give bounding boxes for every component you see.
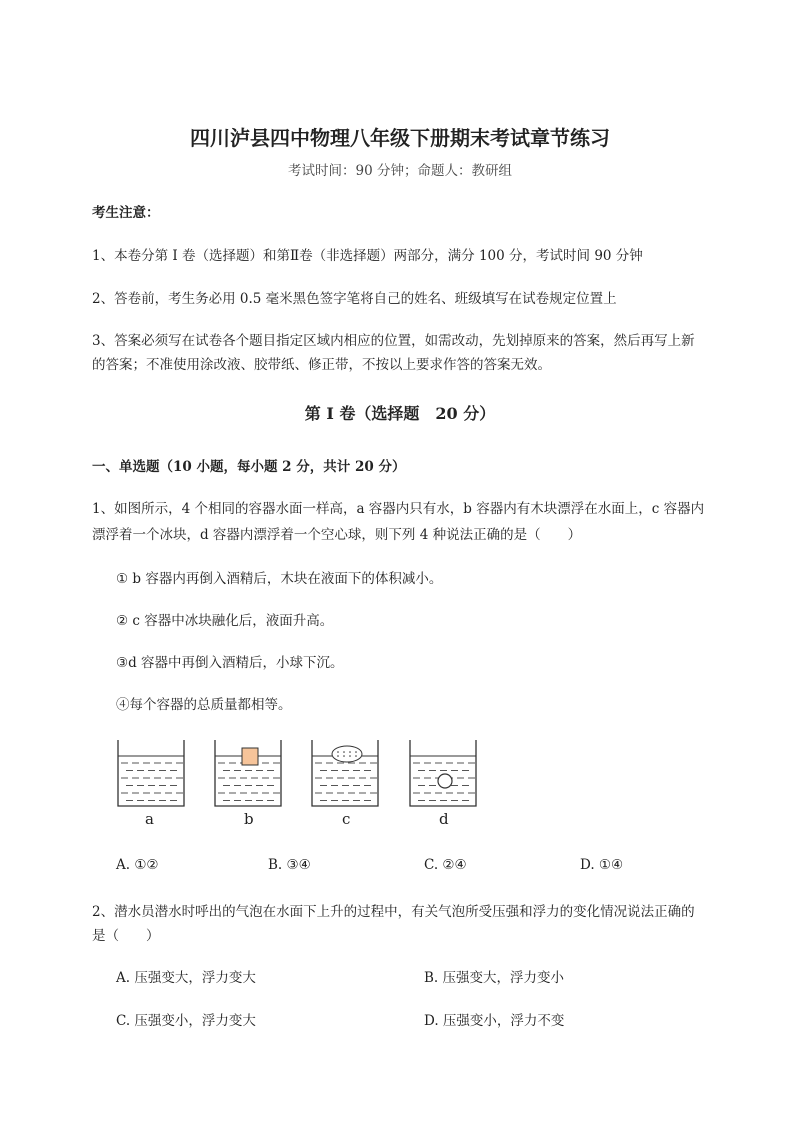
question-1-text: 1、如图所示，4 个相同的容器水面一样高，a 容器内只有水，b 容器内有木块漂浮在水面上，c 容器内 bbox=[92, 501, 705, 517]
container bbox=[410, 740, 476, 806]
question-2-text: 是（ ） bbox=[92, 928, 160, 944]
question-1-text: 漂浮着一个冰块，d 容器内漂浮着一个空心球，则下列 4 种说法正确的是（ ） bbox=[92, 527, 582, 543]
option-b[interactable]: B. ③④ bbox=[268, 857, 311, 873]
subtitle: 考试时间：90 分钟；命题人：教研组 bbox=[288, 163, 512, 179]
ice-dot bbox=[343, 755, 345, 757]
notice-item: 的答案；不准使用涂改液、胶带纸、修正带，不按以上要求作答的答案无效。 bbox=[92, 357, 551, 373]
notice-item: 1、本卷分第 I 卷（选择题）和第Ⅱ卷（非选择题）两部分，满分 100 分，考试时间 90 分钟 bbox=[92, 248, 643, 264]
option-b[interactable]: B. 压强变大，浮力变小 bbox=[424, 970, 565, 986]
container bbox=[118, 740, 184, 806]
option-a[interactable]: A. ①② bbox=[116, 857, 159, 873]
option-c[interactable]: C. 压强变小，浮力变大 bbox=[116, 1013, 256, 1029]
section-heading: 第 I 卷（选择题 20 分） bbox=[304, 404, 496, 423]
figure-label-d: d bbox=[439, 810, 449, 828]
ice-dot bbox=[343, 751, 345, 753]
notice-heading: 考生注意： bbox=[92, 205, 160, 221]
ice-dot bbox=[349, 755, 351, 757]
ice-dot bbox=[355, 755, 357, 757]
ice-dot bbox=[337, 755, 339, 757]
option-c[interactable]: C. ②④ bbox=[424, 857, 467, 873]
figure-label-b: b bbox=[244, 810, 254, 828]
part-heading: 一、单选题（10 小题，每小题 2 分，共计 20 分） bbox=[92, 459, 406, 475]
notice-item: 3、答案必须写在试卷各个题目指定区域内相应的位置，如需改动，先划掉原来的答案，然后再写上新 bbox=[92, 333, 695, 349]
ice-block bbox=[332, 746, 362, 762]
figure-label-a: a bbox=[145, 810, 154, 828]
hollow-ball bbox=[438, 774, 452, 788]
ice-dot bbox=[337, 751, 339, 753]
ice-dot bbox=[355, 751, 357, 753]
question-2-text: 2、潜水员潜水时呼出的气泡在水面下上升的过程中，有关气泡所受压强和浮力的变化情况说法正确的 bbox=[92, 904, 695, 920]
statement: ② c 容器中冰块融化后，液面升高。 bbox=[116, 613, 334, 629]
page-title: 四川泸县四中物理八年级下册期末考试章节练习 bbox=[190, 126, 610, 150]
option-d[interactable]: D. ①④ bbox=[580, 857, 624, 873]
statement: ④每个容器的总质量都相等。 bbox=[116, 697, 292, 713]
option-a[interactable]: A. 压强变大，浮力变大 bbox=[116, 970, 256, 986]
statement: ① b 容器内再倒入酒精后，木块在液面下的体积减小。 bbox=[116, 571, 443, 587]
wood-block bbox=[242, 748, 258, 765]
ice-dot bbox=[349, 751, 351, 753]
option-d[interactable]: D. 压强变小，浮力不变 bbox=[424, 1013, 565, 1029]
figure-label-c: c bbox=[342, 810, 351, 828]
notice-item: 2、答卷前，考生务必用 0.5 毫米黑色签字笔将自己的姓名、班级填写在试卷规定位置上 bbox=[92, 291, 617, 307]
statement: ③d 容器中再倒入酒精后，小球下沉。 bbox=[116, 655, 344, 671]
